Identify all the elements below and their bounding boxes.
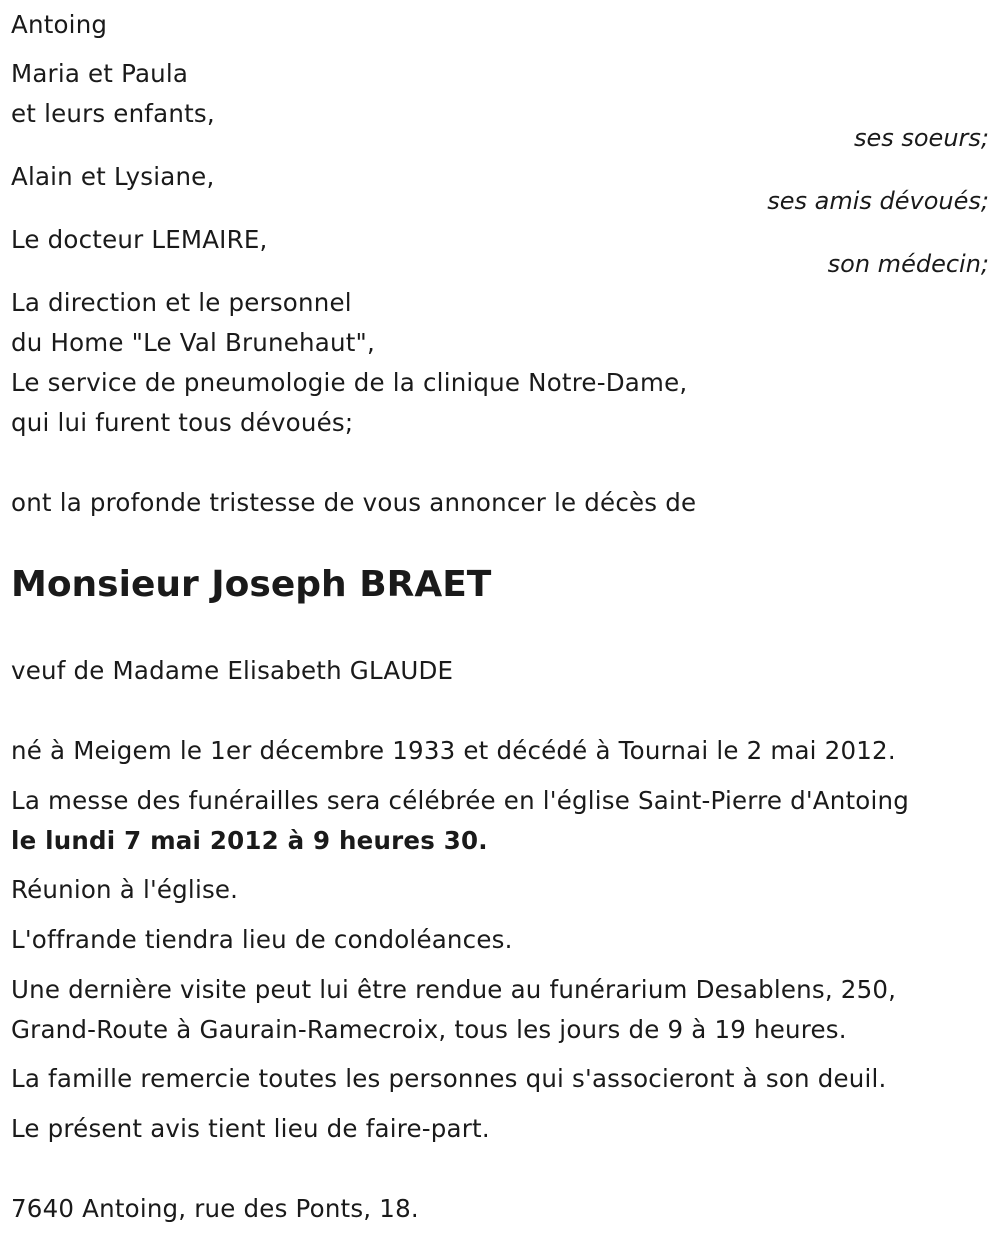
offering-text: L'offrande tiendra lieu de condoléances. — [11, 925, 513, 954]
visit-line-1: Une dernière visite peut lui être rendue au funérarium Desablens, 250, — [11, 975, 897, 1004]
thanks-text: La famille remercie toutes les personnes qui s'associeront à son deuil. — [11, 1064, 887, 1093]
role-doctor: son médecin; — [827, 250, 989, 278]
visit-line-2: Grand-Route à Gaurain-Ramecroix, tous les jours de 9 à 19 heures. — [11, 1015, 847, 1044]
role-friends: ses amis dévoués; — [767, 187, 989, 215]
institution-line-3: Le service de pneumologie de la clinique Notre-Dame, — [11, 368, 688, 397]
notice-text: Le présent avis tient lieu de faire-part. — [11, 1114, 490, 1143]
institution-line-4: qui lui furent tous dévoués; — [11, 408, 354, 437]
funeral-mass-text: La messe des funérailles sera célébrée en l'église Saint-Pierre d'Antoing — [11, 786, 909, 815]
address-text: 7640 Antoing, rue des Ponts, 18. — [11, 1194, 419, 1223]
family-sisters-line-2: et leurs enfants, — [11, 99, 215, 128]
family-sisters-line-1: Maria et Paula — [11, 59, 189, 88]
funeral-datetime: le lundi 7 mai 2012 à 9 heures 30. — [11, 826, 488, 855]
family-friends-line: Alain et Lysiane, — [11, 162, 215, 191]
institution-line-1: La direction et le personnel — [11, 288, 352, 317]
institution-line-2: du Home "Le Val Brunehaut", — [11, 328, 375, 357]
role-sisters: ses soeurs; — [853, 124, 989, 152]
family-doctor-line: Le docteur LEMAIRE, — [11, 225, 268, 254]
birth-death-text: né à Meigem le 1er décembre 1933 et décédé à Tournai le 2 mai 2012. — [11, 736, 896, 765]
announcement-text: ont la profonde tristesse de vous annoncer le décès de — [11, 488, 697, 517]
deceased-name: Monsieur Joseph BRAET — [11, 564, 492, 605]
meeting-text: Réunion à l'église. — [11, 875, 239, 904]
widower-text: veuf de Madame Elisabeth GLAUDE — [11, 656, 454, 685]
place-heading: Antoing — [11, 10, 108, 39]
